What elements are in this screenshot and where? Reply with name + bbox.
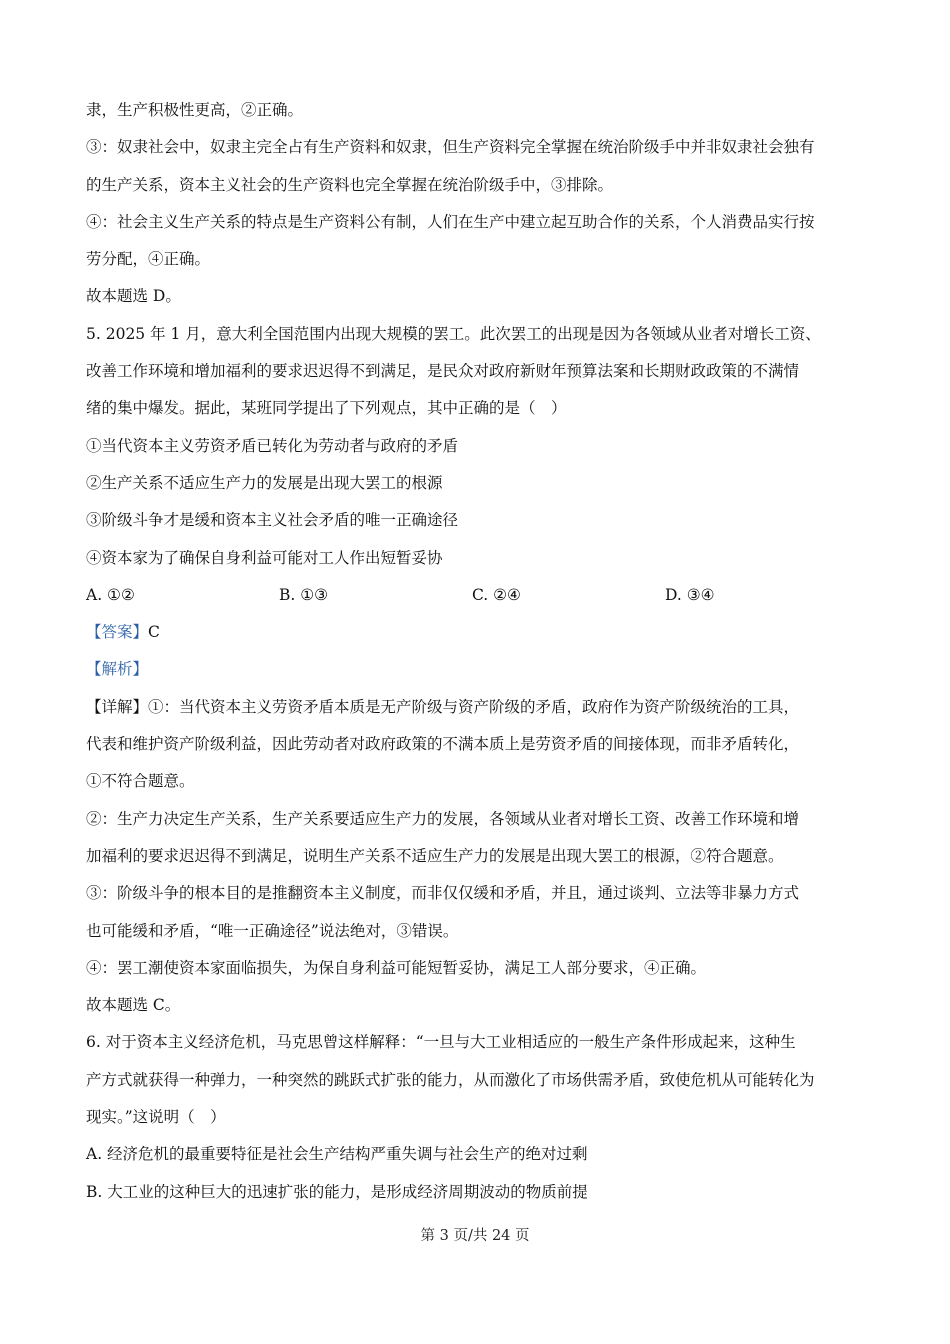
answer-value: C [148, 623, 160, 642]
question-5-stem: 改善工作环境和增加福利的要求迟迟得不到满足，是民众对政府新财年预算法案和长期财政政策的不满情 [86, 362, 800, 381]
page-content [86, 92, 866, 1211]
option-c: C. ②④ [472, 585, 521, 604]
text-line: ③：奴隶社会中，奴隶主完全占有生产资料和奴隶，但生产资料完全掌握在统治阶级手中并非奴隶社会独有 [86, 138, 815, 157]
question-6-stem: 现实。”这说明（ ） [86, 1108, 226, 1127]
detail-tag: 【详解】 [86, 697, 149, 716]
statement-4: ④资本家为了确保自身利益可能对工人作出短暂妥协 [86, 548, 443, 567]
text-line: 故本题选 C。 [86, 996, 181, 1015]
text-line: 也可能缓和矛盾，“唯一正确途径”说法绝对，③错误。 [86, 921, 459, 940]
detail-line [86, 689, 866, 726]
text-line: 加福利的要求迟迟得不到满足，说明生产关系不适应生产力的发展是出现大罢工的根源，②符合题意。 [86, 846, 784, 865]
text-line: 故本题选 D。 [86, 287, 181, 306]
question-6-stem: 产方式就获得一种弹力，一种突然的跳跃式扩张的能力，从而激化了市场供需矛盾，致使危机从可能转化为 [86, 1070, 815, 1089]
analysis-line [86, 651, 866, 688]
text-line: ②：生产力决定生产关系，生产关系要适应生产力的发展，各领域从业者对增长工资、改善工作环境和增 [86, 809, 800, 828]
detail-text: ①：当代资本主义劳资矛盾本质是无产阶级与资产阶级的矛盾，政府作为资产阶级统治的工具， [148, 697, 800, 716]
question-6-option-a: A. 经济危机的最重要特征是社会生产结构严重失调与社会生产的绝对过剩 [86, 1145, 588, 1164]
text-line: 隶，生产积极性更高，②正确。 [86, 101, 304, 119]
answer-tag: 【答案】 [86, 623, 149, 642]
option-b: B. ①③ [279, 585, 329, 604]
option-d: D. ③④ [665, 585, 715, 604]
text-line: ③：阶级斗争的根本目的是推翻资本主义制度，而非仅仅缓和矛盾，并且，通过谈判、立法等非暴力方式 [86, 884, 800, 903]
text-line: 代表和维护资产阶级利益，因此劳动者对政府政策的不满本质上是劳资矛盾的间接体现，而非矛盾转化， [86, 735, 800, 754]
page-footer: 第 3 页/共 24 页 [420, 1228, 530, 1244]
text-line: ④：社会主义生产关系的特点是生产资料公有制，人们在生产中建立起互助合作的关系，个人消费品实行按 [86, 212, 815, 231]
question-5-options [86, 577, 866, 614]
question-6-option-b: B. 大工业的这种巨大的迅速扩张的能力，是形成经济周期波动的物质前提 [86, 1182, 588, 1201]
statement-1: ①当代资本主义劳资矛盾已转化为劳动者与政府的矛盾 [86, 436, 459, 455]
option-a: A. ①② [86, 585, 135, 604]
question-6-stem: 6. 对于资本主义经济危机，马克思曾这样解释：“一旦与大工业相适应的一般生产条件形成起来，这种生 [86, 1033, 796, 1052]
statement-2: ②生产关系不适应生产力的发展是出现大罢工的根源 [86, 473, 443, 492]
text-line: ①不符合题意。 [86, 772, 195, 791]
text-line: 劳分配，④正确。 [86, 250, 211, 269]
question-5-stem: 绪的集中爆发。据此，某班同学提出了下列观点，其中正确的是（ ） [86, 399, 567, 418]
text-line: 的生产关系，资本主义社会的生产资料也完全掌握在统治阶级手中，③排除。 [86, 175, 614, 194]
text-line: ④：罢工潮使资本家面临损失，为保自身利益可能短暂妥协，满足工人部分要求，④正确。 [86, 958, 707, 977]
analysis-tag: 【解析】 [86, 660, 149, 679]
question-5-stem: 5. 2025 年 1 月，意大利全国范围内出现大规模的罢工。此次罢工的出现是因为各领域从业者对增长工资、 [86, 324, 821, 343]
statement-3: ③阶级斗争才是缓和资本主义社会矛盾的唯一正确途径 [86, 511, 459, 530]
answer-line [86, 614, 866, 651]
